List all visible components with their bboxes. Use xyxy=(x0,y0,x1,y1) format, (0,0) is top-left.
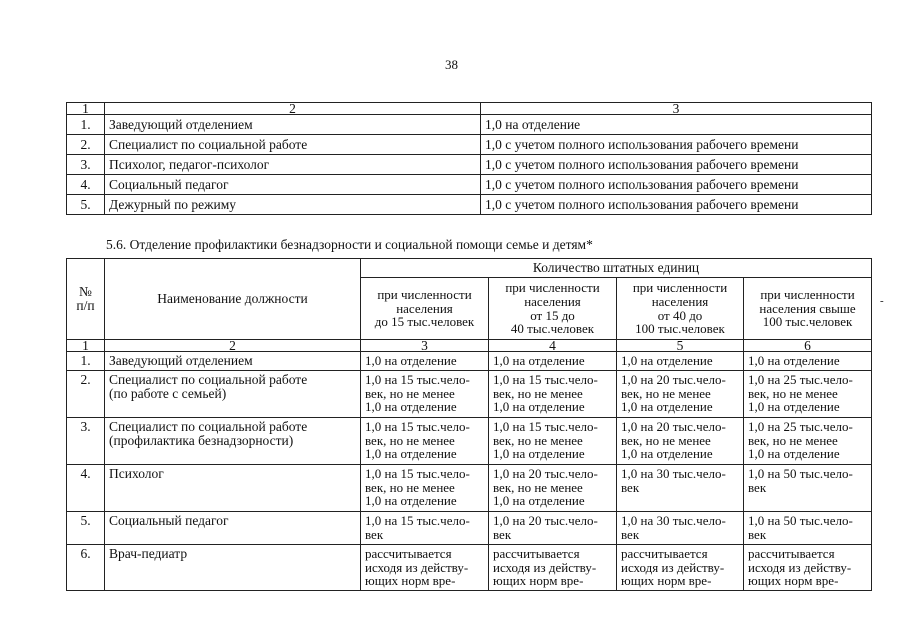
row-number: 6. xyxy=(67,545,105,591)
staff-count-15k-40k: 1,0 на 15 тыс.чело- век, но не менее 1,0 на отделение xyxy=(489,371,617,418)
column-number-6: 6 xyxy=(744,340,872,352)
staff-count-40k-100k: рассчитывается исходя из действу- ющих норм вре- xyxy=(617,545,744,591)
table-row xyxy=(67,195,872,215)
row-number: 1. xyxy=(67,352,105,371)
staff-count-over-100k: 1,0 на 25 тыс.чело- век, но не менее 1,0 на отделение xyxy=(744,371,872,418)
column-header-population-over-100k: при численности населения свыше 100 тыс.человек xyxy=(744,278,872,340)
section-title: 5.6. Отделение профилактики безнадзорности и социальной помощи семье и детям* xyxy=(106,237,593,252)
staffing-table-department xyxy=(66,258,872,591)
staff-count-15k-40k: 1,0 на 20 тыс.чело- век, но не менее 1,0 на отделение xyxy=(489,465,617,512)
page-number: 38 xyxy=(445,57,458,72)
staff-count-under-15k: 1,0 на 15 тыс.чело- век, но не менее 1,0 на отделение xyxy=(361,465,489,512)
staff-count-40k-100k: 1,0 на 20 тыс.чело- век, но не менее 1,0 на отделение xyxy=(617,418,744,465)
staff-count-over-100k: 1,0 на 50 тыс.чело- век xyxy=(744,512,872,545)
position-name: Социальный педагог xyxy=(105,512,361,545)
staff-count: 1,0 с учетом полного использования рабочего времени xyxy=(481,195,872,215)
table-row xyxy=(67,352,872,371)
staff-count-over-100k: 1,0 на 50 тыс.чело- век xyxy=(744,465,872,512)
column-number-3: 3 xyxy=(361,340,489,352)
margin-mark: - xyxy=(880,295,884,307)
table-header-row xyxy=(67,103,872,115)
position-name: Дежурный по режиму xyxy=(105,195,481,215)
row-number: 2. xyxy=(67,371,105,418)
column-number-1: 1 xyxy=(67,340,105,352)
staff-count-40k-100k: 1,0 на 30 тыс.чело- век xyxy=(617,512,744,545)
row-number: 3. xyxy=(67,155,105,175)
column-number-1: 1 xyxy=(67,103,105,115)
column-header-position: Наименование должности xyxy=(105,259,361,340)
column-number-2: 2 xyxy=(105,103,481,115)
staff-count-15k-40k: 1,0 на отделение xyxy=(489,352,617,371)
position-name: Специалист по социальной работе xyxy=(105,135,481,155)
staff-count-40k-100k: 1,0 на 30 тыс.чело- век xyxy=(617,465,744,512)
staff-count-under-15k: 1,0 на отделение xyxy=(361,352,489,371)
row-number: 4. xyxy=(67,175,105,195)
position-name: Специалист по социальной работе (профилактика безнадзорности) xyxy=(105,418,361,465)
staff-count-15k-40k: 1,0 на 20 тыс.чело- век xyxy=(489,512,617,545)
staff-count-40k-100k: 1,0 на 20 тыс.чело- век, но не менее 1,0 на отделение xyxy=(617,371,744,418)
staff-count: 1,0 с учетом полного использования рабочего времени xyxy=(481,155,872,175)
column-header-staff-units: Количество штатных единиц xyxy=(361,259,872,278)
staff-count-under-15k: 1,0 на 15 тыс.чело- век, но не менее 1,0 на отделение xyxy=(361,371,489,418)
column-header-population-40k-100k: при численности населения от 40 до 100 тыс.человек xyxy=(617,278,744,340)
staff-count-over-100k: рассчитывается исходя из действу- ющих норм вре- xyxy=(744,545,872,591)
staff-count-under-15k: 1,0 на 15 тыс.чело- век, но не менее 1,0 на отделение xyxy=(361,418,489,465)
staffing-table-continued xyxy=(66,102,872,215)
table-row xyxy=(67,371,872,418)
position-name: Психолог xyxy=(105,465,361,512)
row-number: 5. xyxy=(67,512,105,545)
staff-count-over-100k: 1,0 на 25 тыс.чело- век, но не менее 1,0 на отделение xyxy=(744,418,872,465)
position-name: Социальный педагог xyxy=(105,175,481,195)
column-numbers-row xyxy=(67,340,872,352)
staff-count-15k-40k: рассчитывается исходя из действу- ющих норм вре- xyxy=(489,545,617,591)
position-name: Врач-педиатр xyxy=(105,545,361,591)
staff-count-15k-40k: 1,0 на 15 тыс.чело- век, но не менее 1,0 на отделение xyxy=(489,418,617,465)
table-row xyxy=(67,418,872,465)
staff-count-over-100k: 1,0 на отделение xyxy=(744,352,872,371)
table-header-row xyxy=(67,259,872,278)
row-number: 5. xyxy=(67,195,105,215)
column-number-4: 4 xyxy=(489,340,617,352)
row-number: 2. xyxy=(67,135,105,155)
row-number: 4. xyxy=(67,465,105,512)
position-name: Психолог, педагог-психолог xyxy=(105,155,481,175)
staff-count: 1,0 с учетом полного использования рабочего времени xyxy=(481,135,872,155)
position-name: Заведующий отделением xyxy=(105,115,481,135)
row-number: 3. xyxy=(67,418,105,465)
column-header-population-under-15k: при численности населения до 15 тыс.человек xyxy=(361,278,489,340)
staff-count-under-15k: рассчитывается исходя из действу- ющих норм вре- xyxy=(361,545,489,591)
table-row xyxy=(67,465,872,512)
column-number-3: 3 xyxy=(481,103,872,115)
table-row xyxy=(67,135,872,155)
table-row xyxy=(67,545,872,591)
staff-count-40k-100k: 1,0 на отделение xyxy=(617,352,744,371)
table-row xyxy=(67,155,872,175)
column-header-number: № п/п xyxy=(67,259,105,340)
column-number-5: 5 xyxy=(617,340,744,352)
table-row xyxy=(67,512,872,545)
column-header-population-15k-40k: при численности населения от 15 до 40 тыс.человек xyxy=(489,278,617,340)
table-row xyxy=(67,115,872,135)
staff-count: 1,0 на отделение xyxy=(481,115,872,135)
position-name: Заведующий отделением xyxy=(105,352,361,371)
position-name: Специалист по социальной работе (по работе с семьей) xyxy=(105,371,361,418)
column-number-2: 2 xyxy=(105,340,361,352)
table-row xyxy=(67,175,872,195)
row-number: 1. xyxy=(67,115,105,135)
staff-count-under-15k: 1,0 на 15 тыс.чело- век xyxy=(361,512,489,545)
staff-count: 1,0 с учетом полного использования рабочего времени xyxy=(481,175,872,195)
